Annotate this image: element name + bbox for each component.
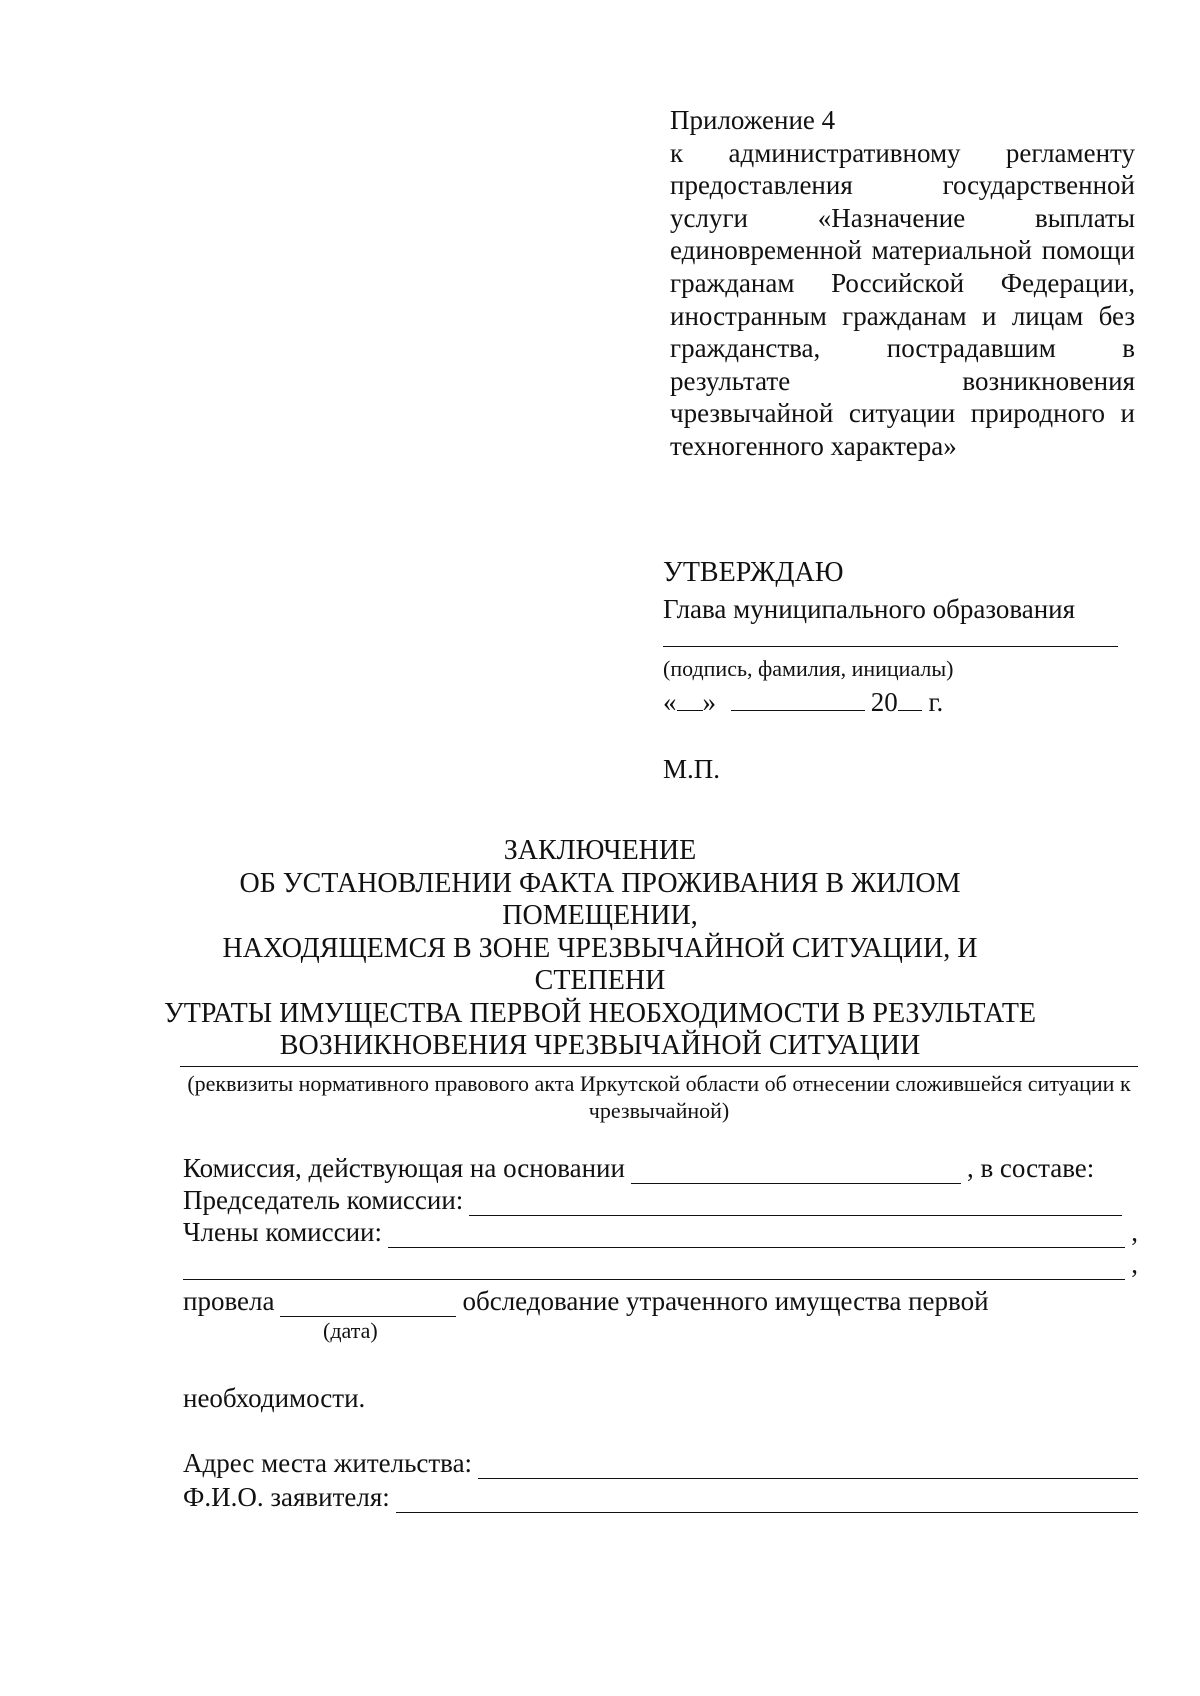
chairman-row [183, 1184, 1128, 1216]
commission-label: Комиссия, действующая на основании [183, 1153, 625, 1183]
conducted-rest: обследование утраченного имущества первой [462, 1286, 989, 1316]
title-line-2: ОБ УСТАНОВЛЕНИИ ФАКТА ПРОЖИВАНИЯ В ЖИЛОМ ПОМЕЩЕНИИ, [239, 867, 961, 931]
year-suffix: г. [928, 687, 944, 717]
year-field[interactable] [898, 688, 922, 711]
title-line-1: ЗАКЛЮЧЕНИЕ [503, 835, 697, 866]
applicant-row [183, 1481, 1138, 1513]
year-prefix: 20 [870, 687, 898, 717]
members-field-2[interactable] [183, 1255, 1125, 1280]
stamp-place: М.П. [663, 754, 721, 784]
approval-role: Глава муниципального образования [663, 594, 1076, 624]
chairman-label: Председатель комиссии: [183, 1185, 464, 1215]
commission-suffix: , в составе: [966, 1153, 1095, 1183]
appendix-number: Приложение 4 [670, 105, 836, 135]
approval-block [663, 556, 1123, 719]
members-comma-2: , [1131, 1249, 1138, 1279]
requisites-field[interactable] [180, 1066, 1138, 1067]
date-caption: (дата) [323, 1318, 378, 1343]
appendix-reference: к административному регламенту предоставления государственной услуги «Назначение выплаты единовременной материальной помощи гражданам Российской Федерации, иностранным гражданам и лицам без гражданства, пострадавшим в результате возникновения чрезвычайной ситуации природного и техногенного характера» [670, 137, 1135, 461]
day-field[interactable] [677, 688, 703, 711]
conducted-row [183, 1285, 989, 1317]
title-line-4: УТРАТЫ ИМУЩЕСТВА ПЕРВОЙ НЕОБХОДИМОСТИ В РЕЗУЛЬТАТЕ [163, 997, 1037, 1029]
month-field[interactable] [731, 688, 865, 711]
members-comma: , [1131, 1217, 1138, 1247]
title-line-3: НАХОДЯЩЕМСЯ В ЗОНЕ ЧРЕЗВЫЧАЙНОЙ СИТУАЦИИ, И СТЕПЕНИ [222, 932, 978, 996]
approval-date [663, 685, 1123, 719]
address-row [183, 1447, 1138, 1479]
document-title [160, 835, 1040, 1063]
applicant-field[interactable] [396, 1488, 1138, 1513]
title-line-5: ВОЗНИКНОВЕНИЯ ЧРЕЗВЫЧАЙНОЙ СИТУАЦИИ [279, 1030, 921, 1061]
requisites-caption: (реквизиты нормативного правового акта Иркутской области об отнесении сложившейся ситуации к чрезвычайной) [187, 1071, 1131, 1123]
chairman-field[interactable] [469, 1191, 1122, 1216]
date-close-quote: » [702, 687, 716, 717]
members-field[interactable] [388, 1223, 1125, 1248]
date-open-quote: « [663, 687, 677, 717]
survey-date-field[interactable] [280, 1292, 456, 1317]
applicant-label: Ф.И.О. заявителя: [183, 1482, 390, 1512]
appendix-block [670, 104, 1135, 463]
address-field[interactable] [478, 1454, 1138, 1479]
address-label: Адрес места жительства: [183, 1448, 473, 1478]
necessity-row [183, 1382, 365, 1414]
members-row [183, 1216, 1138, 1248]
commission-row [183, 1152, 1138, 1184]
signature-line[interactable] [663, 644, 1118, 647]
necessity-text: необходимости. [183, 1383, 366, 1413]
members-row-2 [183, 1248, 1138, 1280]
approval-heading: УТВЕРЖДАЮ [663, 557, 844, 588]
commission-basis-field[interactable] [631, 1159, 961, 1184]
signature-caption: (подпись, фамилия, инициалы) [663, 656, 954, 681]
conducted-label: провела [183, 1286, 275, 1316]
members-label: Члены комиссии: [183, 1217, 382, 1247]
